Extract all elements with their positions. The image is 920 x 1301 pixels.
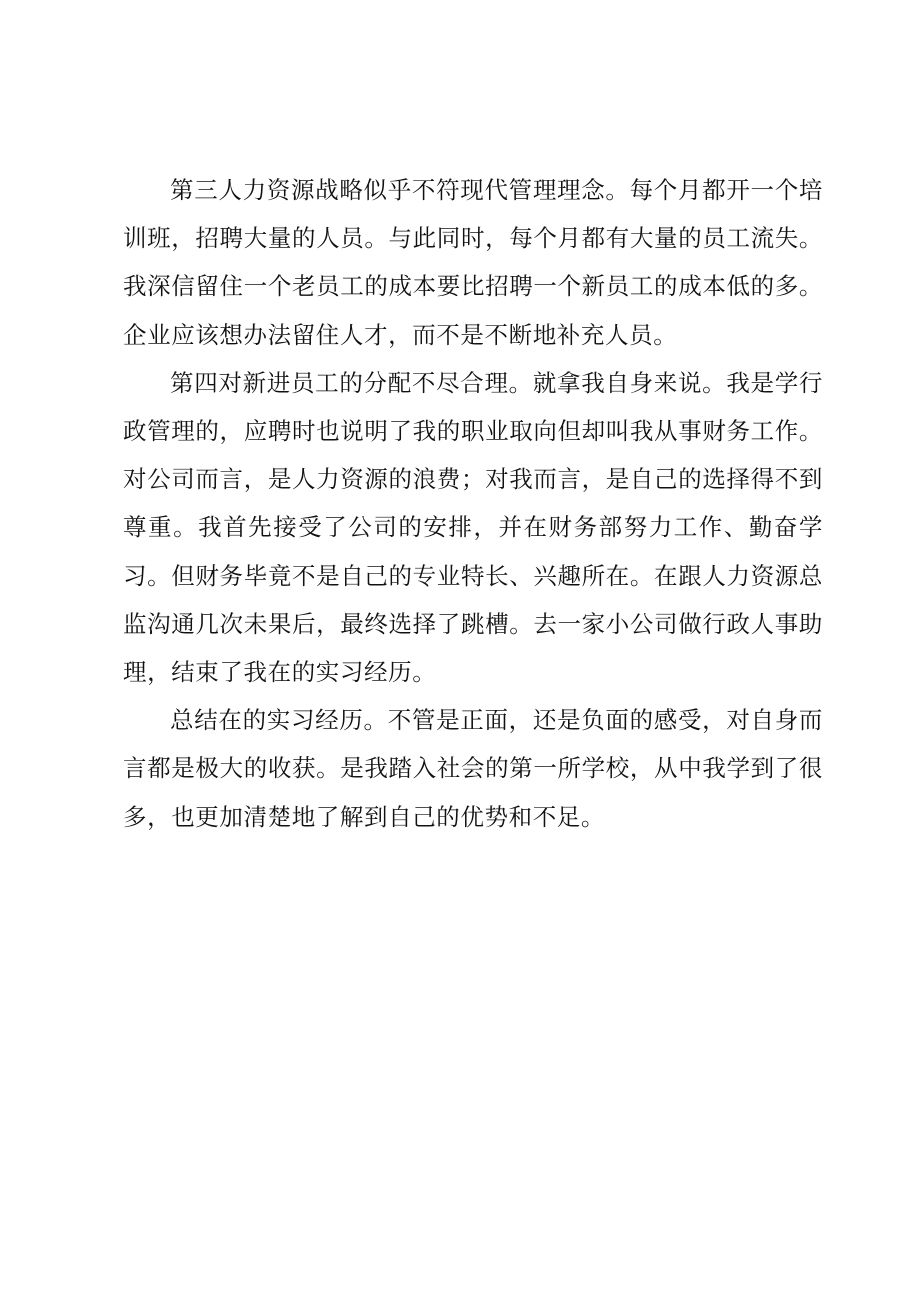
document-body (123, 166, 823, 841)
paragraph-fourth-point: 第四对新进员工的分配不尽合理。就拿我自身来说。我是学行政管理的，应聘时也说明了我的职业取向但却叫我从事财务工作。对公司而言，是人力资源的浪费；对我而言，是自己的选择得不到尊重。我首先接受了公司的安排，并在财务部努力工作、勤奋学习。但财务毕竟不是自己的专业特长、兴趣所在。在跟人力资源总监沟通几次未果后，最终选择了跳槽。去一家小公司做行政人事助理，结束了我在的实习经历。 (123, 368, 823, 687)
paragraph-third-point: 第三人力资源战略似乎不符现代管理理念。每个月都开一个培训班，招聘大量的人员。与此同时，每个月都有大量的员工流失。我深信留住一个老员工的成本要比招聘一个新员工的成本低的多。企业应该想办法留住人才，而不是不断地补充人员。 (123, 176, 823, 349)
paragraph-summary: 总结在的实习经历。不管是正面，还是负面的感受，对自身而言都是极大的收获。是我踏入社会的第一所学校，从中我学到了很多，也更加清楚地了解到自己的优势和不足。 (123, 706, 823, 831)
